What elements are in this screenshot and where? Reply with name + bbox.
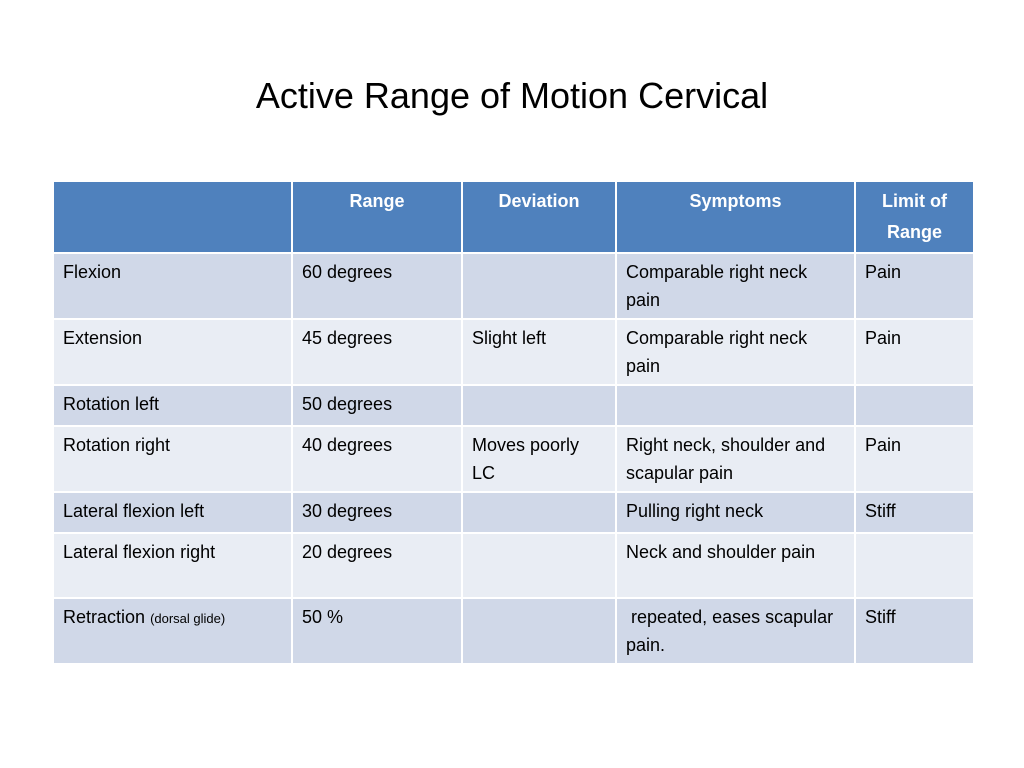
cell-range: 50 degrees [292,385,462,426]
cell-symptoms: Pulling right neck [616,492,855,533]
cell-limit: Pain [855,319,974,385]
cell-range: 20 degrees [292,533,462,598]
cell-motion: Lateral flexion right [53,533,292,598]
table-row [53,426,974,492]
cell-limit: Pain [855,253,974,319]
slide-title: Active Range of Motion Cervical [255,75,769,116]
header-limit-of-range: Limit of Range [855,181,974,253]
cell-limit [855,385,974,426]
table-row [53,533,974,598]
cell-symptoms: repeated, eases scapular pain. [616,598,855,664]
cell-motion: Extension [53,319,292,385]
cell-symptoms: Comparable right neck pain [616,319,855,385]
motion-label: Retraction [63,607,146,627]
table-row [53,598,974,664]
table-header-row [53,181,974,253]
cell-limit [855,533,974,598]
table-row [53,385,974,426]
cell-range: 40 degrees [292,426,462,492]
header-deviation: Deviation [462,181,616,253]
header-range: Range [292,181,462,253]
cell-deviation [462,253,616,319]
cell-deviation: Moves poorly LC [462,426,616,492]
cell-motion [53,598,292,664]
cell-symptoms: Comparable right neck pain [616,253,855,319]
range-of-motion-table [52,180,975,665]
cell-deviation [462,533,616,598]
cell-deviation [462,492,616,533]
cell-symptoms: Neck and shoulder pain [616,533,855,598]
header-motion [53,181,292,253]
cell-range: 30 degrees [292,492,462,533]
table-row [53,492,974,533]
cell-symptoms [616,385,855,426]
table-row [53,319,974,385]
cell-motion: Rotation left [53,385,292,426]
cell-limit: Pain [855,426,974,492]
cell-deviation [462,598,616,664]
cell-symptoms: Right neck, shoulder and scapular pain [616,426,855,492]
motion-note: (dorsal glide) [150,611,226,626]
cell-motion: Rotation right [53,426,292,492]
table-row [53,253,974,319]
cell-range: 50 % [292,598,462,664]
cell-motion: Lateral flexion left [53,492,292,533]
header-symptoms: Symptoms [616,181,855,253]
cell-range: 60 degrees [292,253,462,319]
cell-deviation: Slight left [462,319,616,385]
cell-limit: Stiff [855,492,974,533]
cell-limit: Stiff [855,598,974,664]
cell-deviation [462,385,616,426]
cell-range: 45 degrees [292,319,462,385]
cell-motion: Flexion [53,253,292,319]
